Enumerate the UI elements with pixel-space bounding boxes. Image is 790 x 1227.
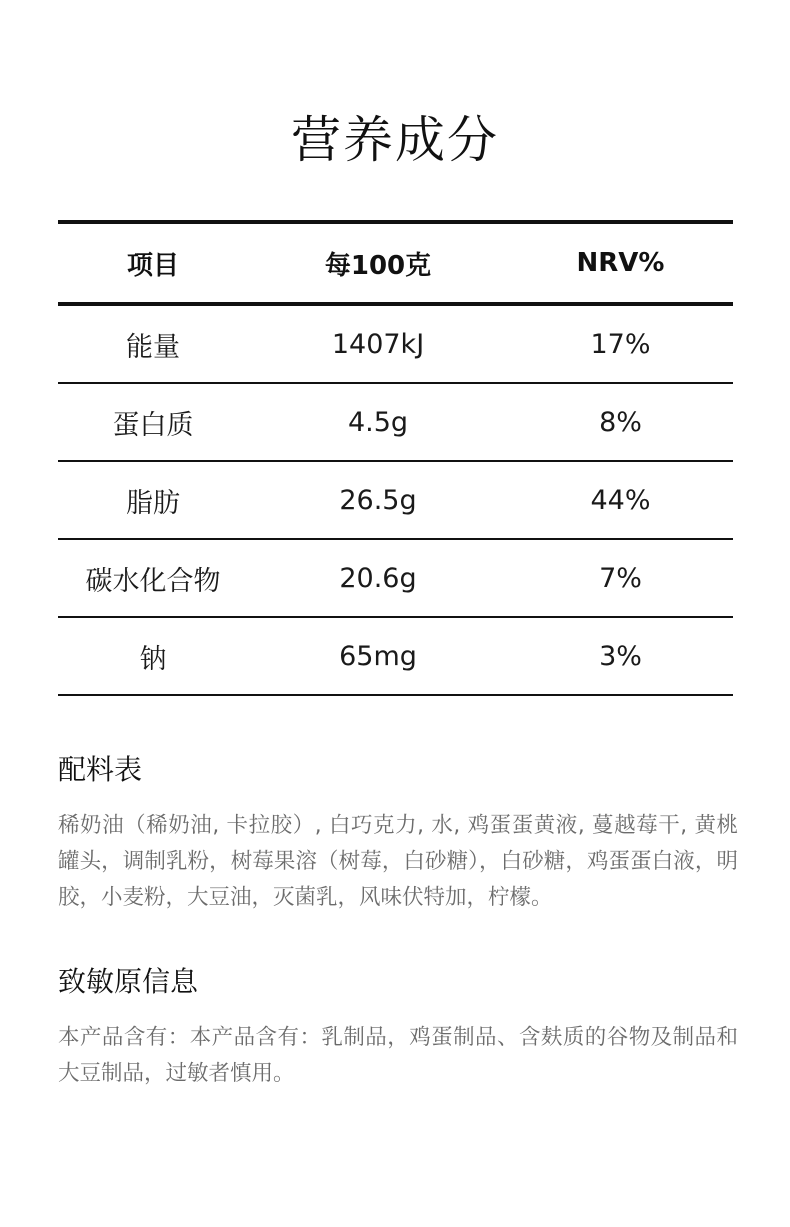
row-nrv: 44% [590,484,651,516]
table-row-carbohydrate [58,540,733,618]
table-row-protein [58,384,733,462]
ingredients-section [58,752,738,916]
ingredients-title: 配料表 [58,753,143,786]
row-value: 1407kJ [331,328,425,360]
table-row-fat [58,462,733,540]
row-label: 脂肪 [126,487,180,519]
ingredients-text: 稀奶油（稀奶油, 卡拉胶）, 白巧克力, 水, 鸡蛋蛋黄液, 蔓越莓干, 黄桃罐头，调制乳粉，树莓果溶（树莓，白砂糖），白砂糖，鸡蛋蛋白液，明胶，小麦粉，大豆油，灭菌乳，风味伏特加，柠檬。 [58,813,738,910]
row-value: 26.5g [339,484,417,516]
table-header [58,224,733,306]
row-value: 4.5g [347,406,409,438]
row-label: 钠 [139,643,167,675]
row-label: 碳水化合物 [85,565,221,597]
header-per-100g: 每100克 [324,250,432,281]
allergen-text: 本产品含有：本产品含有：乳制品，鸡蛋制品、含麸质的谷物及制品和大豆制品，过敏者慎用。 [58,1025,738,1086]
row-label: 蛋白质 [112,409,194,441]
table-row-sodium [58,618,733,696]
table-row-energy [58,306,733,384]
row-nrv: 17% [590,328,651,360]
page-title: 营养成分 [291,111,499,169]
header-nrv: NRV% [576,248,665,278]
row-value: 65mg [339,640,417,672]
row-nrv: 3% [599,640,642,672]
row-nrv: 7% [599,562,642,594]
allergen-title: 致敏原信息 [58,965,199,998]
row-value: 20.6g [339,562,417,594]
header-item: 项目 [126,250,179,281]
row-nrv: 8% [599,406,642,438]
allergen-section [58,964,738,1092]
row-label: 能量 [126,331,180,363]
nutrition-table [58,220,733,696]
